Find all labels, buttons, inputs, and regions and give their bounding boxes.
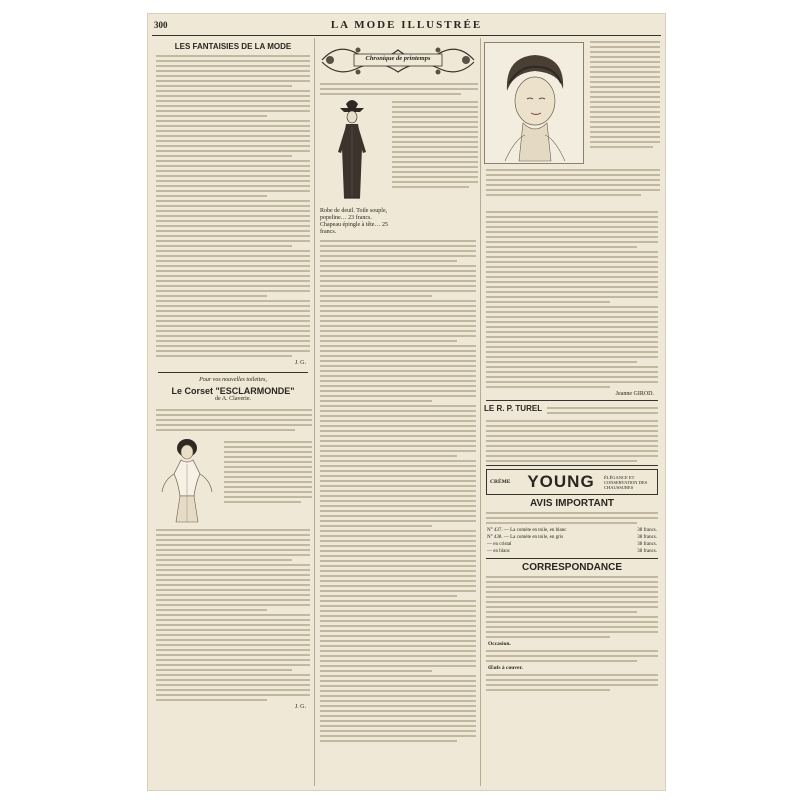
section-rule — [486, 400, 658, 401]
corset-description-text — [222, 438, 312, 506]
dress-caption: Robe de deuil. Toile souple, popeline… 23 francs. Chapeau épingle à tête… 25 francs. — [320, 208, 388, 235]
column-right — [484, 38, 660, 786]
fantaisies-title: LES FANTAISIES DE LA MODE — [174, 42, 292, 51]
avis-row — [484, 527, 660, 534]
coiffure-text — [484, 211, 660, 388]
young-advert — [486, 469, 658, 495]
correspondance-text — [484, 576, 660, 638]
corset-signature: J. G. — [294, 704, 306, 710]
occasion-text — [484, 650, 660, 662]
young-right-label: ÉLÉGANCE ET CONSERVATION DES CHAUSSURES — [604, 474, 648, 490]
column-divider — [480, 38, 481, 786]
avis-row-label: N° 437. — La comète en toile, en blanc — [487, 528, 567, 533]
turel-text — [545, 404, 660, 417]
chronique-side-text — [390, 98, 478, 191]
avis-row-label: — en blanc — [487, 549, 511, 554]
page-header — [148, 20, 665, 36]
oeufs-text — [484, 674, 660, 691]
journal-title: LA MODE ILLUSTRÉE — [330, 19, 483, 31]
avis-row-price: 38 francs. — [637, 535, 657, 540]
portrait-below-text — [484, 166, 660, 199]
section-rule — [486, 465, 658, 466]
column-left — [154, 38, 312, 786]
magazine-page — [148, 14, 665, 790]
avis-row-label: — en cristal — [487, 542, 512, 547]
corset-heading: Pour vos nouvelles toilettes, — [199, 377, 267, 383]
avis-row-price: 38 francs. — [637, 549, 657, 554]
corset-subtitle: de A. Claverie. — [215, 396, 251, 402]
corset-body-text — [154, 529, 312, 701]
chronique-body-text — [318, 240, 478, 742]
corset-intro-text — [154, 406, 312, 434]
avis-row-price: 38 francs. — [637, 528, 657, 533]
column-divider — [314, 38, 315, 786]
avis-text — [484, 512, 660, 524]
avis-row-price: 38 francs. — [637, 542, 657, 547]
chronique-intro-text — [318, 80, 478, 98]
portrait-side-text — [588, 38, 660, 151]
corset-illustration — [156, 436, 218, 524]
avis-title: AVIS IMPORTANT — [529, 498, 615, 509]
avis-price-list — [484, 527, 660, 555]
avis-row — [484, 548, 660, 555]
hairstyle-portrait — [485, 43, 583, 163]
mourning-dress-illustration — [322, 98, 386, 202]
header-rule — [152, 35, 661, 36]
avis-row — [484, 534, 660, 541]
section-rule — [158, 372, 308, 373]
young-left-label: CRÈME — [490, 479, 511, 485]
young-brand: YOUNG — [527, 472, 595, 491]
fantaisies-text — [154, 55, 312, 357]
turel-block — [484, 404, 660, 417]
fantaisies-signature: J. G. — [294, 360, 306, 366]
occasion-label: Occasion. — [488, 641, 511, 647]
chronique-title: Chronique de printemps — [365, 55, 431, 62]
column-middle — [318, 38, 478, 786]
portrait-frame — [484, 42, 584, 164]
turel-body-text — [484, 420, 660, 462]
portrait-block — [484, 38, 660, 208]
chronique-top — [318, 80, 478, 208]
corset-title: Le Corset "ESCLARMONDE" — [171, 386, 295, 396]
correspondance-title: CORRESPONDANCE — [521, 562, 622, 573]
page-number: 300 — [154, 20, 168, 30]
oeufs-label: Œufs à couver. — [488, 665, 523, 671]
turel-title: LE R. P. TUREL — [484, 404, 543, 413]
corset-block — [154, 406, 312, 526]
bio-signature: Jeanne GIROD. — [615, 391, 654, 397]
avis-row-label: N° 438. — La comète en toile, en gris — [487, 535, 564, 540]
chronique-banner — [318, 40, 478, 80]
section-rule — [486, 558, 658, 559]
avis-row — [484, 541, 660, 548]
